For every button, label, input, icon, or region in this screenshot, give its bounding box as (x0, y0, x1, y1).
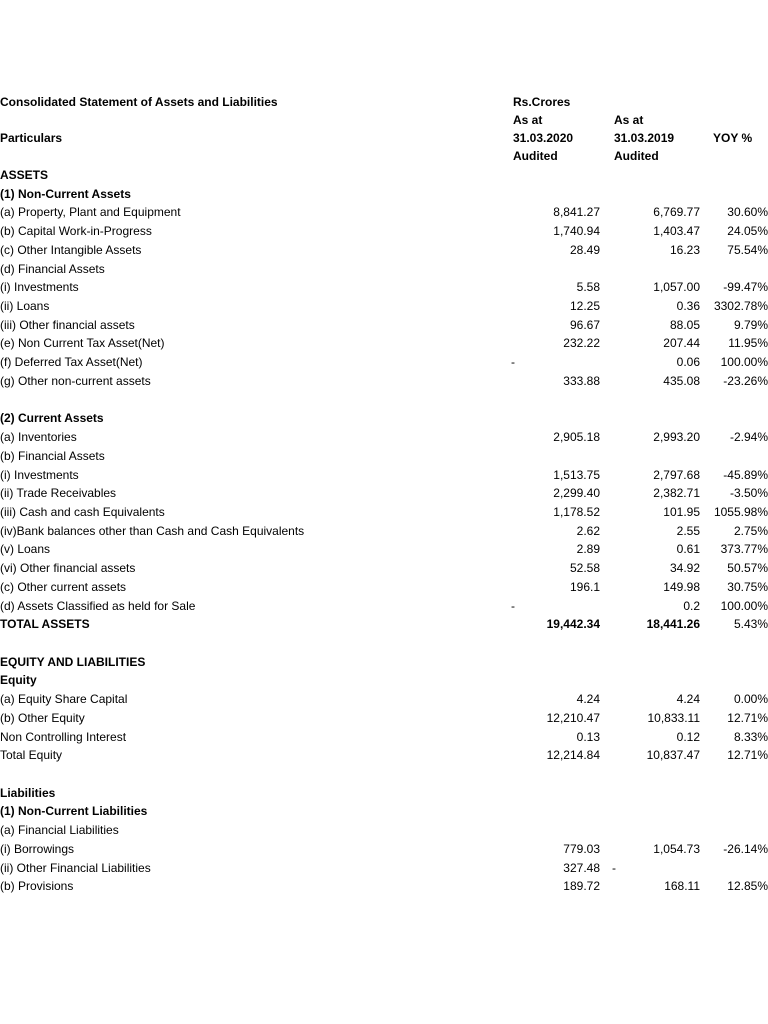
yoy-percent: 11.95% (728, 336, 768, 350)
value-2019: 0.2 (683, 599, 700, 613)
yoy-percent: 24.05% (727, 224, 768, 238)
row-label: (ii) Trade Receivables (0, 486, 117, 500)
currency-note: Rs.Crores (513, 95, 571, 109)
row-label: TOTAL ASSETS (0, 617, 90, 631)
row-label: (iii) Cash and cash Equivalents (0, 505, 165, 519)
value-2020: 2.62 (576, 524, 600, 538)
yoy-percent: -23.26% (723, 374, 768, 388)
yoy-percent: 5.43% (733, 617, 768, 631)
value-2019: 0.61 (676, 542, 700, 556)
row-label: ASSETS (0, 168, 49, 182)
row-label: (iv)Bank balances other than Cash and Cash Equivalents (0, 524, 305, 538)
value-2020: 52.58 (569, 561, 600, 575)
statement-title: Consolidated Statement of Assets and Liabilities (0, 95, 278, 109)
value-2019: 435.08 (663, 374, 700, 388)
value-2019: 1,057.00 (653, 280, 700, 294)
yoy-percent: 30.75% (727, 580, 768, 594)
row-label: (c) Other Intangible Assets (0, 243, 142, 257)
value-2020: 232.22 (563, 336, 600, 350)
yoy-header: YOY % (713, 131, 753, 145)
row-label: Equity (0, 673, 37, 687)
row-label: (d) Assets Classified as held for Sale (0, 599, 196, 613)
value-2019: 10,837.47 (646, 748, 700, 762)
value-2020: 196.1 (569, 580, 600, 594)
row-label: (i) Investments (0, 280, 79, 294)
value-2019: 2,993.20 (653, 430, 700, 444)
yoy-percent: 12.85% (727, 879, 768, 893)
value-2020: 19,442.34 (546, 617, 600, 631)
value-2020: 12,210.47 (546, 711, 600, 725)
value-2020: 5.58 (576, 280, 600, 294)
value-2019: 149.98 (663, 580, 700, 594)
value-2019: 2,797.68 (653, 468, 700, 482)
value-2020: 12.25 (569, 299, 600, 313)
value-2019: 4.24 (676, 692, 700, 706)
yoy-percent: -2.94% (729, 430, 768, 444)
empty-value-dash: - (612, 861, 616, 875)
row-label: (i) Investments (0, 468, 79, 482)
yoy-percent: 75.54% (727, 243, 768, 257)
row-label: (b) Other Equity (0, 711, 85, 725)
value-2019: 6,769.77 (653, 205, 700, 219)
value-2019: 18,441.26 (646, 617, 700, 631)
row-label: (1) Non-Current Liabilities (0, 804, 148, 818)
yoy-percent: -26.14% (723, 842, 768, 856)
value-2020: 189.72 (563, 879, 600, 893)
value-2019: 88.05 (669, 318, 700, 332)
yoy-percent: 50.57% (727, 561, 768, 575)
row-label: (iii) Other financial assets (0, 318, 135, 332)
particulars-label: Particulars (0, 131, 63, 145)
yoy-percent: 30.60% (727, 205, 768, 219)
value-2019: 0.12 (676, 730, 700, 744)
value-2020: 12,214.84 (546, 748, 600, 762)
yoy-percent: 1055.98% (713, 505, 768, 519)
row-label: (f) Deferred Tax Asset(Net) (0, 355, 143, 369)
row-label: (d) Financial Assets (0, 262, 105, 276)
row-label: (e) Non Current Tax Asset(Net) (0, 336, 165, 350)
value-2020: 1,178.52 (553, 505, 600, 519)
row-label: Total Equity (0, 748, 63, 762)
row-label: (b) Capital Work-in-Progress (0, 224, 152, 238)
row-label: (a) Property, Plant and Equipment (0, 205, 181, 219)
yoy-percent: 12.71% (727, 748, 768, 762)
yoy-percent: -99.47% (723, 280, 768, 294)
row-label: (c) Other current assets (0, 580, 127, 594)
value-2019: 1,054.73 (653, 842, 700, 856)
yoy-percent: 100.00% (720, 355, 768, 369)
row-label: EQUITY AND LIABILITIES (0, 655, 146, 669)
value-2019: 207.44 (663, 336, 700, 350)
row-label: (g) Other non-current assets (0, 374, 151, 388)
value-2020: 1,513.75 (553, 468, 600, 482)
empty-value-dash: - (511, 599, 515, 613)
row-label: (a) Financial Liabilities (0, 823, 119, 837)
value-2020: 2,905.18 (553, 430, 600, 444)
value-2019: 0.06 (676, 355, 700, 369)
yoy-percent: 373.77% (720, 542, 768, 556)
row-label: (ii) Other Financial Liabilities (0, 861, 151, 875)
value-2019: 1,403.47 (653, 224, 700, 238)
empty-value-dash: - (511, 355, 515, 369)
col1-header-line1: As at (513, 113, 543, 127)
yoy-percent: -3.50% (729, 486, 768, 500)
yoy-percent: 8.33% (733, 730, 768, 744)
value-2020: 779.03 (563, 842, 600, 856)
value-2019: 2,382.71 (653, 486, 700, 500)
col2-header-audited: Audited (614, 149, 659, 163)
value-2020: 4.24 (576, 692, 600, 706)
value-2020: 0.13 (576, 730, 600, 744)
row-label: Liabilities (0, 786, 56, 800)
yoy-percent: 12.71% (727, 711, 768, 725)
row-label: (1) Non-Current Assets (0, 187, 131, 201)
value-2019: 101.95 (663, 505, 700, 519)
value-2019: 168.11 (664, 879, 700, 893)
value-2019: 16.23 (669, 243, 700, 257)
value-2020: 333.88 (563, 374, 600, 388)
value-2020: 28.49 (569, 243, 600, 257)
col1-header-date: 31.03.2020 (513, 131, 574, 145)
value-2019: 34.92 (669, 561, 700, 575)
col1-header-audited: Audited (513, 149, 558, 163)
row-label: Non Controlling Interest (0, 730, 127, 744)
value-2020: 2.89 (576, 542, 600, 556)
row-label: (b) Financial Assets (0, 449, 105, 463)
value-2020: 327.48 (563, 861, 600, 875)
value-2019: 10,833.11 (647, 711, 700, 725)
value-2020: 8,841.27 (553, 205, 600, 219)
row-label: (2) Current Assets (0, 411, 104, 425)
value-2019: 2.55 (676, 524, 700, 538)
value-2019: 0.36 (676, 299, 700, 313)
yoy-percent: 3302.78% (713, 299, 768, 313)
row-label: (a) Equity Share Capital (0, 692, 128, 706)
value-2020: 96.67 (569, 318, 600, 332)
yoy-percent: 100.00% (720, 599, 768, 613)
row-label: (v) Loans (0, 542, 51, 556)
yoy-percent: -45.89% (723, 468, 768, 482)
col2-header-date: 31.03.2019 (614, 131, 675, 145)
row-label: (vi) Other financial assets (0, 561, 136, 575)
row-label: (a) Inventories (0, 430, 77, 444)
row-label: (i) Borrowings (0, 842, 75, 856)
row-label: (b) Provisions (0, 879, 74, 893)
value-2020: 1,740.94 (553, 224, 600, 238)
row-label: (ii) Loans (0, 299, 50, 313)
yoy-percent: 2.75% (733, 524, 768, 538)
yoy-percent: 9.79% (733, 318, 768, 332)
yoy-percent: 0.00% (733, 692, 768, 706)
value-2020: 2,299.40 (553, 486, 600, 500)
col2-header-line1: As at (614, 113, 644, 127)
